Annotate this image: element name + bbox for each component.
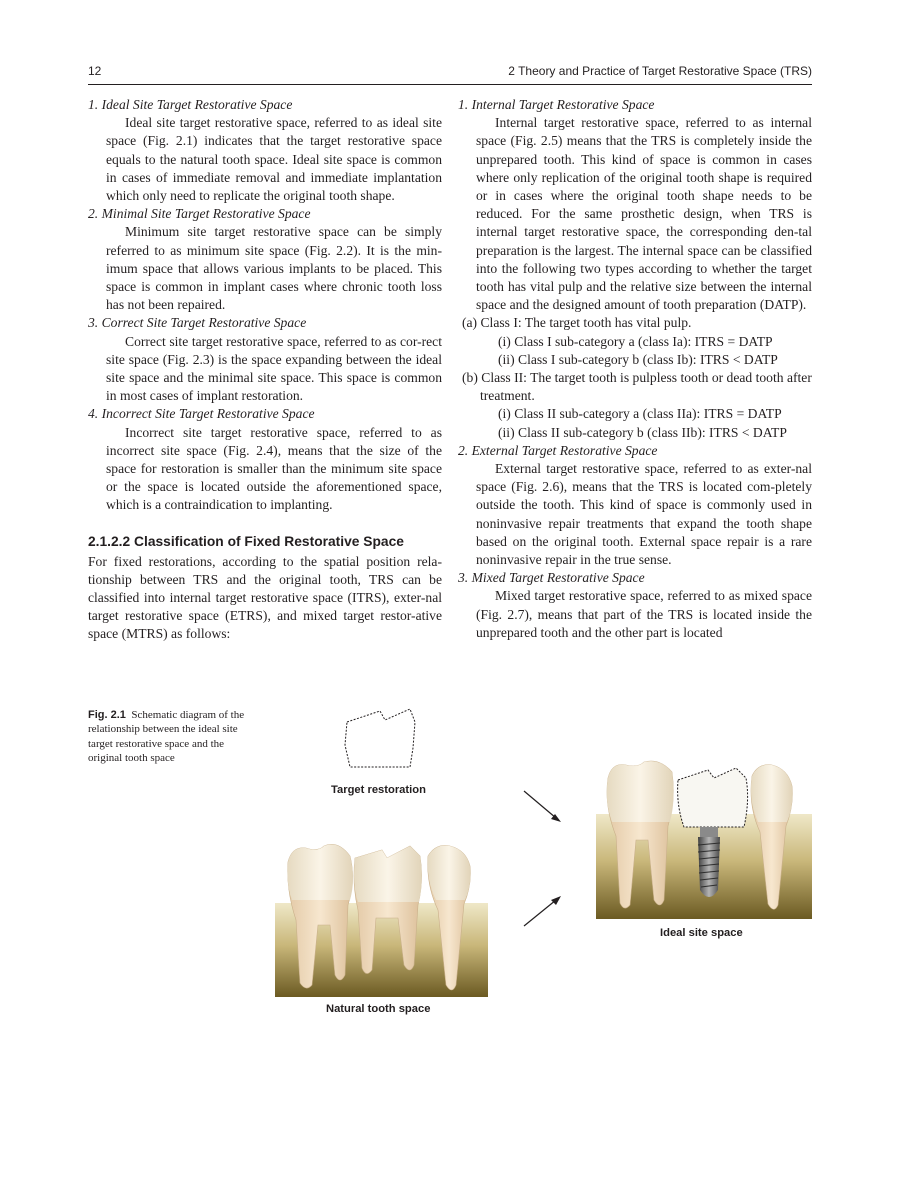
class-b-i: (i) Class II sub-category a (class IIa): ITRS = DATP: [498, 406, 782, 422]
left-item1-body: Ideal site target restorative space, referred to as ideal site space (Fig. 2.1) indicates that the target restorative space equals to the natural tooth space. Ideal site space is common in cases of immediate removal and immediate implantation which only need to replicate the original tooth shape.: [106, 115, 442, 204]
right-item3-title: 3. Mixed Target Restorative Space: [458, 570, 645, 586]
label-target-restoration: Target restoration: [331, 784, 426, 796]
target-restoration-outline: [345, 709, 415, 767]
right-item3-body: Mixed target restorative space, referred to as mixed space (Fig. 2.7), means that part of the TRS is located inside the unprepared tooth and the other part is located: [476, 588, 812, 640]
label-ideal-site-space: Ideal site space: [660, 927, 743, 939]
section-body: For fixed restorations, according to the spatial position rela-tionship between TRS and the original tooth, TRS can be classified into internal target restorative space (ITRS), exter-nal target restorative space (ETRS), and mixed target restor-ative space (MTRS) as follows:: [88, 553, 442, 642]
class-a-i: (i) Class I sub-category a (class Ia): ITRS = DATP: [498, 333, 773, 349]
ideal-crown-outline: [678, 768, 748, 827]
ideal-site-panel: [596, 761, 812, 919]
right-item1-title: 1. Internal Target Restorative Space: [458, 97, 655, 112]
left-item3-body: Correct site target restorative space, referred to as cor-rect site space (Fig. 2.3) is the space expanding between the ideal site space and the minimal site space. This space is common in most cases of implant restoration.: [106, 333, 442, 404]
arrow-up-icon: [524, 896, 561, 926]
label-natural-tooth-space: Natural tooth space: [326, 1003, 431, 1015]
figure-label: Fig. 2.1: [88, 709, 126, 721]
left-item4-body: Incorrect site target restorative space, referred to as incorrect site space (Fig. 2.4), means that the size of the space for restoration is smaller than the minimum site space or the space is located outside the aforementioned space, which is a contraindication to implanting.: [106, 424, 442, 513]
class-a-ii: (ii) Class I sub-category b (class Ib): ITRS < DATP: [498, 351, 778, 367]
left-item2-body: Minimum site target restorative space can be simply referred to as minimum site space (Fig. 2.2). It is the min-imum space that allows various implants to be placed. This space is common in implant cases where chronic tooth loss has not been repaired.: [106, 224, 442, 313]
right-item2-title: 2. External Target Restorative Space: [458, 442, 658, 458]
section-heading: 2.1.2.2 Classification of Fixed Restorative Space: [88, 533, 404, 549]
left-item2-title: 2. Minimal Site Target Restorative Space: [88, 206, 311, 222]
figure-caption-text: Schematic diagram of the relationship between the ideal site target restorative space and the original tooth space: [88, 709, 245, 765]
natural-tooth-panel: [275, 844, 488, 997]
left-item3-title: 3. Correct Site Target Restorative Space: [88, 315, 307, 331]
class-b-ii: (ii) Class II sub-category b (class IIb): ITRS < DATP: [498, 424, 787, 440]
arrow-down-icon: [524, 791, 561, 822]
right-item2-body: External target restorative space, referred to as exter-nal space (Fig. 2.6), means that the TRS is located com-pletely outside the tooth. This kind of space is commonly used in noninvasive repair treatments that expand the tooth shape based on the original tooth. External space repair is a rare noninvasive repair in the true sense.: [476, 461, 812, 568]
class-b: (b) Class II: The target tooth is pulpless tooth or dead tooth after treatment.: [462, 370, 812, 404]
left-item4-title: 4. Incorrect Site Target Restorative Space: [88, 406, 315, 422]
running-title: 2 Theory and Practice of Target Restorative Space (TRS): [508, 64, 812, 78]
class-a: (a) Class I: The target tooth has vital pulp.: [462, 315, 692, 331]
right-item1-body: Internal target restorative space, referred to as internal space (Fig. 2.5) means that the TRS is completely inside the unprepared tooth. This kind of space is common in cases where only replication of the original tooth shape is required or in cases where the original tooth shape needs to be reduced. For the same prosthetic design, when TRS is internal target restorative space, the corresponding den-tal preparation is the largest. The internal space can be classified into the following two types according to whether the target tooth has vital pulp and the relative size between the internal space and the designed amount of tooth preparation (DATP).: [476, 115, 812, 313]
left-item1-title: 1. Ideal Site Target Restorative Space: [88, 97, 293, 112]
page-number: 12: [88, 64, 102, 78]
